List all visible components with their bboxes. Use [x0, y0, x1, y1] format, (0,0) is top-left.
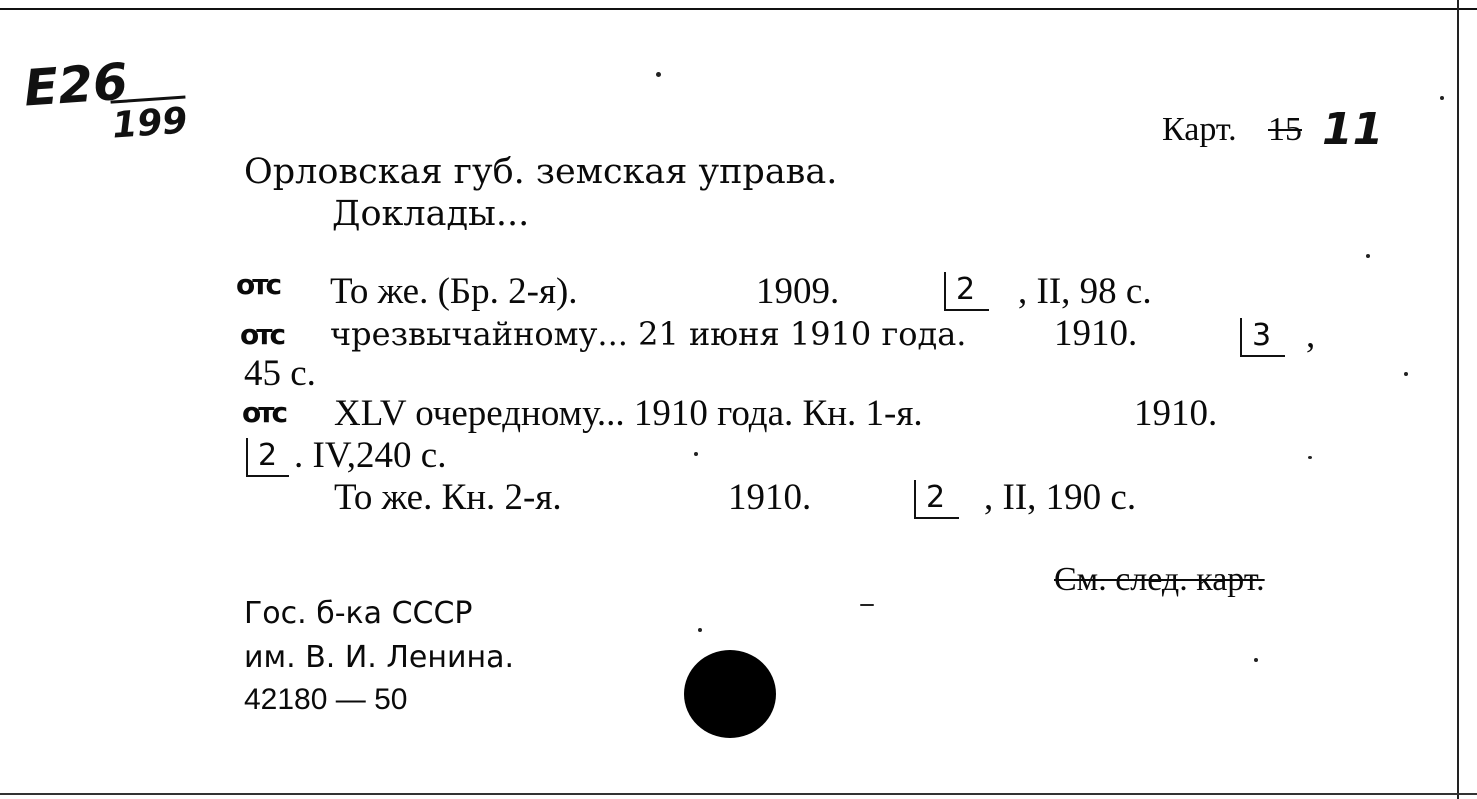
- speck: [694, 452, 698, 456]
- entry-year: 1910.: [728, 477, 812, 518]
- speck: [1404, 372, 1408, 376]
- speck: [656, 72, 661, 77]
- entry-text: чрезвычайному... 21 июня 1910 года.: [330, 315, 967, 353]
- format-bracket: 2: [914, 480, 959, 519]
- card-right-edge: [1457, 0, 1459, 799]
- card-label: Карт.: [1162, 111, 1237, 148]
- library-name: Гос. б-ка СССР: [244, 596, 473, 631]
- entry-tail: , II, 190 с.: [984, 477, 1137, 518]
- entry-year: 1909.: [756, 271, 840, 312]
- entry-tail: . IV,240 с.: [294, 435, 447, 476]
- speck: [1308, 456, 1312, 459]
- entry-text: XLV очередному... 1910 года. Кн. 1-я.: [334, 393, 923, 434]
- card-bottom-edge: [0, 793, 1477, 795]
- call-number: E26: [22, 52, 130, 118]
- entry-year: 1910.: [1134, 393, 1218, 434]
- format-bracket: 2: [944, 272, 989, 311]
- card-top-edge: [0, 0, 1477, 10]
- format-bracket: 3: [1240, 318, 1285, 357]
- entry-text: То же. (Бр. 2-я).: [330, 271, 578, 312]
- entry-tail: ,: [1306, 315, 1316, 356]
- card-number-handwritten: 11: [1322, 104, 1384, 155]
- speck: [698, 628, 702, 632]
- format-bracket: 2: [246, 438, 289, 477]
- speck: [860, 604, 874, 606]
- stamp-mark: отс: [240, 318, 284, 351]
- speck: [1366, 254, 1370, 258]
- entry-text: 45 с.: [244, 353, 316, 394]
- subheading: Доклады...: [332, 194, 530, 234]
- card-number-struck: 15: [1268, 111, 1302, 148]
- punch-hole: [684, 650, 776, 738]
- stamp-mark: отс: [242, 396, 286, 429]
- entry-year: 1910.: [1054, 313, 1138, 354]
- print-order-number: 42180 — 50: [244, 683, 408, 716]
- speck: [1440, 96, 1444, 100]
- speck: [1254, 658, 1258, 662]
- heading: Орловская губ. земская управа.: [244, 152, 838, 192]
- stamp-mark: отс: [236, 268, 280, 301]
- entry-text: То же. Кн. 2-я.: [334, 477, 562, 518]
- entry-tail: , II, 98 с.: [1018, 271, 1152, 312]
- library-named-after: им. В. И. Ленина.: [244, 640, 515, 675]
- see-next-card: См. след. карт.: [1054, 561, 1265, 598]
- call-number-sub: 199: [110, 95, 188, 146]
